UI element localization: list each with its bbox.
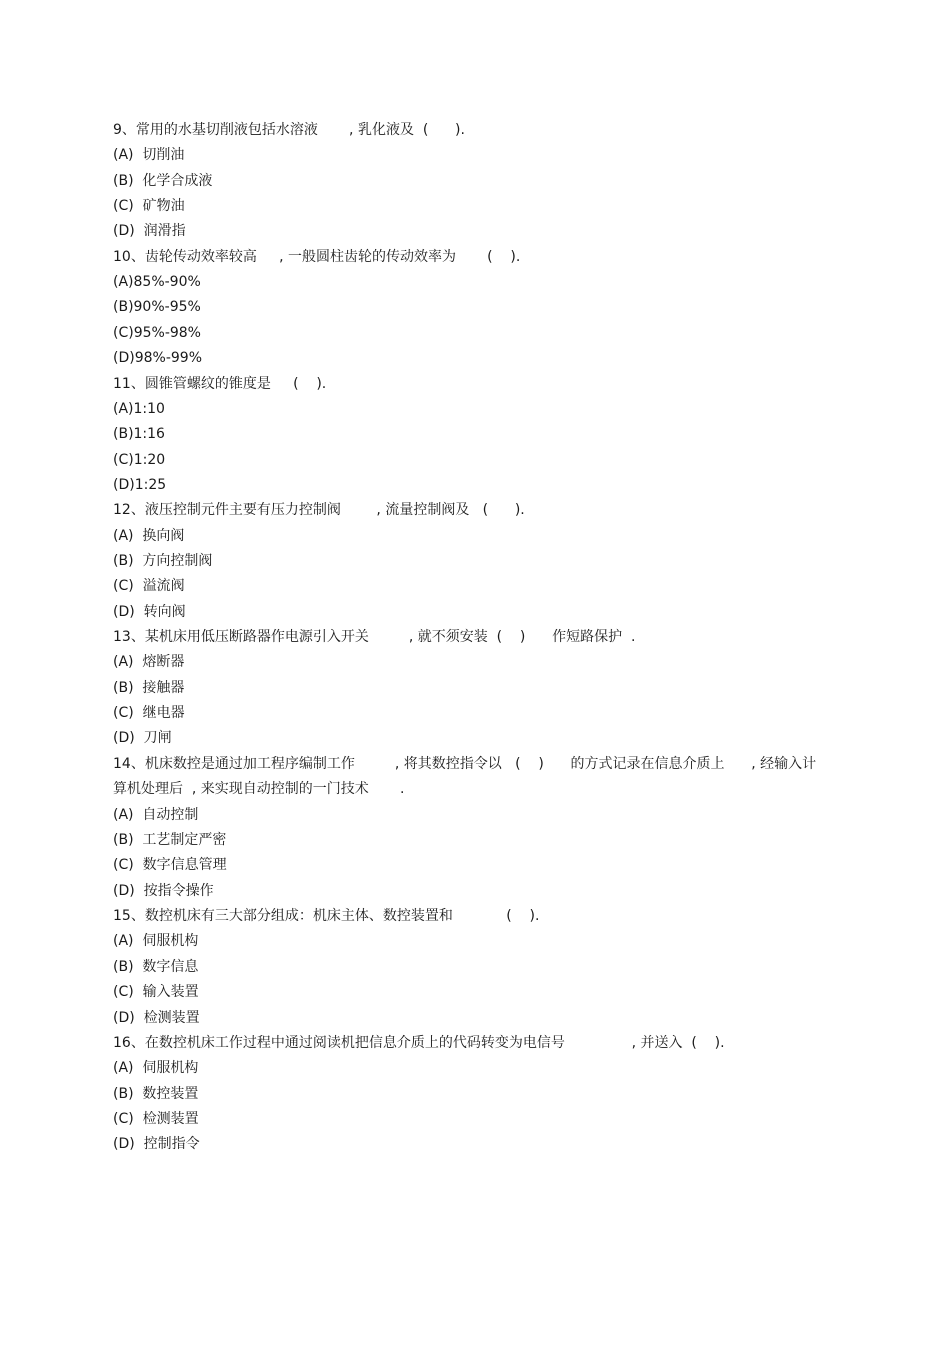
document-line: 10、齿轮传动效率较高 , 一般圆柱齿轮的传动效率为 ( ).	[113, 249, 521, 265]
document-line: (A) 伺服机构	[113, 1060, 199, 1076]
document-line: (A) 自动控制	[113, 807, 199, 823]
document-line: (B) 数字信息	[113, 959, 199, 975]
document-line: (C) 溢流阀	[113, 578, 185, 594]
document-line: (D) 转向阀	[113, 604, 186, 620]
document-line: 12、液压控制元件主要有压力控制阀 , 流量控制阀及 ( ).	[113, 502, 525, 518]
document-line: (B)90%-95%	[113, 299, 201, 315]
document-line: (D)98%-99%	[113, 350, 202, 366]
document-line: (C) 检测装置	[113, 1111, 199, 1127]
document-line: (C) 矿物油	[113, 198, 185, 214]
document-line: (C) 数字信息管理	[113, 857, 227, 873]
document-line: (B) 数控装置	[113, 1086, 199, 1102]
document-line: (C) 继电器	[113, 705, 185, 721]
document-line: (B) 工艺制定严密	[113, 832, 227, 848]
document-line: 14、机床数控是通过加工程序编制工作 , 将其数控指令以 ( ) 的方式记录在信息介质上 , 经输入计	[113, 756, 817, 772]
document-line: (B) 化学合成液	[113, 173, 213, 189]
document-line: (B) 方向控制阀	[113, 553, 213, 569]
document-line: 11、圆锥管螺纹的锥度是 ( ).	[113, 376, 327, 392]
document-line: (D)1:25	[113, 477, 167, 493]
document-line: 13、某机床用低压断路器作电源引入开关 , 就不须安装 ( ) 作短路保护 .	[113, 629, 636, 645]
document-line: (D) 按指令操作	[113, 883, 214, 899]
document-line: 9、常用的水基切削液包括水溶液 , 乳化液及 ( ).	[113, 122, 465, 138]
document-line: (D) 控制指令	[113, 1136, 200, 1152]
document-line: (A) 换向阀	[113, 528, 185, 544]
document-line: (D) 润滑指	[113, 223, 186, 239]
document-line: (A) 伺服机构	[113, 933, 199, 949]
document-line: (C) 输入装置	[113, 984, 199, 1000]
document-line: (B) 接触器	[113, 680, 185, 696]
document-line: (D) 检测装置	[113, 1010, 200, 1026]
document-line: (B)1:16	[113, 426, 165, 442]
document-line: 16、在数控机床工作过程中通过阅读机把信息介质上的代码转变为电信号 , 并送入 ( ).	[113, 1035, 725, 1051]
document-line: 15、数控机床有三大部分组成：机床主体、数控装置和 ( ).	[113, 908, 540, 924]
document-line: (D) 刀闸	[113, 730, 172, 746]
question-text-continuation: 算机处理后 , 来实现自动控制的一门技术 .	[113, 781, 405, 797]
document-line: (C)95%-98%	[113, 325, 201, 341]
document-line: (A) 熔断器	[113, 654, 185, 670]
document-line: (C)1:20	[113, 452, 166, 468]
document-line: (A)1:10	[113, 401, 165, 417]
document-line: (A)85%-90%	[113, 274, 201, 290]
document-line: (A) 切削油	[113, 147, 185, 163]
